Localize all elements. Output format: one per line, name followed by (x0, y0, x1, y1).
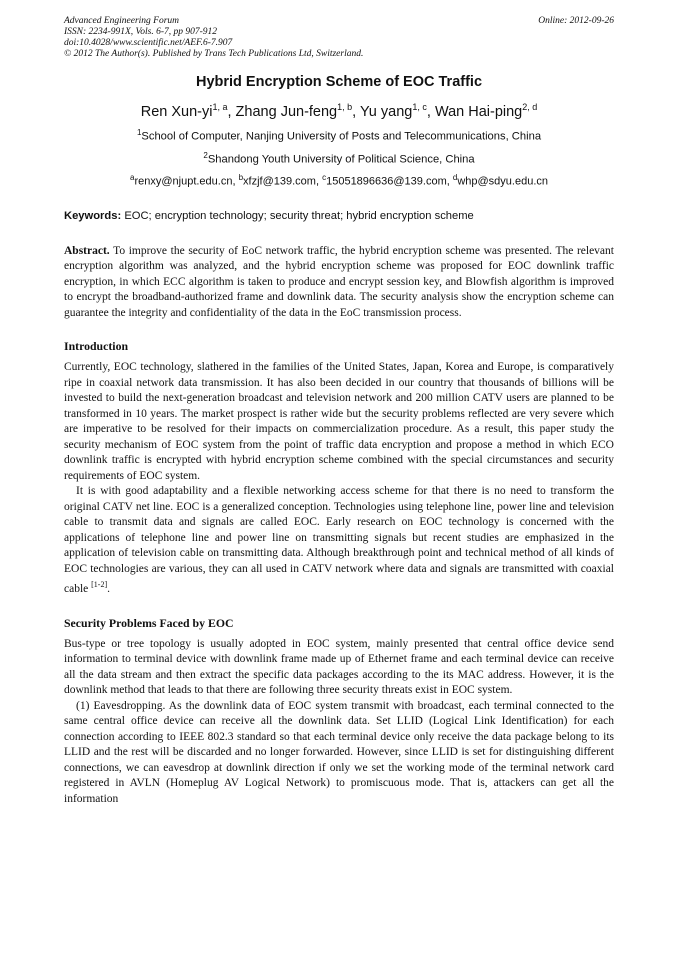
copyright-line: © 2012 The Author(s). Published by Trans Tech Publications Ltd, Switzerland. (64, 49, 364, 59)
section-heading-introduction: Introduction (64, 339, 129, 354)
keywords (64, 210, 614, 222)
intro-paragraph-1: Currently, EOC technology, slathered in the families of the United States, Japan, Korea and Europe, is comparatively ripe in coaxial network data transmission. It has also been decided in our country that thousands of billions will be invested to build the next-generation broadcast and television network and 200 million CATV users are planned to be transformed in 10 years. The market prospect is rather wide but the security problems reflected are very severe which are imperative to be resolved for their impacts on commercialization procedure. As a result, this paper study the security mechanism of EOC system from the point of traffic data encryption and propose a method in which ECO downlink traffic is encrypted with hybrid encryption scheme combined with the special circumstances and security requirements of EOC system. (64, 361, 614, 482)
doi-line: doi:10.4028/www.scientific.net/AEF.6-7.907 (64, 38, 233, 48)
abstract-paragraph (64, 244, 614, 322)
author-name: Zhang Jun-feng (235, 103, 338, 120)
email-sup: c (322, 173, 327, 183)
email: renxy@njupt.edu.cn (134, 175, 233, 188)
author-list: Ren Xun-yi$^{1, a}$, Zhang Jun-feng$^{1, b}$, Yu yang$^{1, c}$, Wan Hai-ping$^{2, d}$ (140, 102, 538, 120)
security-paragraph-2: (1) Eavesdropping. As the downlink data of EOC system transmit with broadcast, each terminal connected to the same central office device can receive all the downlink data. Set LLID (Logical Link Identification) for each connection according to IEEE 802.3 standard so that each terminal device only receive the data package belong to its LLID and the rest will be discarded and no longer forwarded. However, since LLID is set for distinguishing different connections, we can eavesdrop at downlink direction if only we set the working mode of the terminal network card registered in AVLN (Homeplug AV Logical Network) to promiscuous mode. That is, attackers can get all the information (64, 699, 614, 805)
intro-paragraph-2-text: It is with good adaptability and a flexible networking access scheme for that there is no need to transform the original CATV net line. EOC is a generalized conception. Technologies using telephone line, power line and television cable to transmit data and signals are called EOC. Early research on EOC technology is concerned with the applications of telephone line and power line on transmitting signals but recent studies are emphasized in the application of television cable on transmitting data. Although breakthrough point and technical method of all kinds of EOC technologies are various, they can all used in CATV network where data and signals are transmitted with coaxial cable (64, 485, 614, 596)
affiliation-sup: 1 (136, 127, 142, 137)
citation: [1-2] (91, 580, 108, 590)
issn-line: ISSN: 2234-991X, Vols. 6-7, pp 907-912 (64, 27, 218, 37)
journal-name: Advanced Engineering Forum (64, 16, 180, 26)
abstract-text: To improve the security of EoC network traffic, the hybrid encryption scheme was presented. The relevant encryption algorithm was analyzed, and the hybrid encryption scheme was proposed for EOC downlink traffic encryption, in which ECC algorithm is taken to produce and encrypt session key, and Blowfish algorithm is improved to encrypt the broadband-authorized frame and downlink data. The security analysis show the encryption scheme can guarantee the integrity and confidentiality of the data in the EoC transmission process. (64, 244, 614, 319)
email-sup: b (238, 173, 244, 183)
email-sup: a (130, 173, 135, 183)
affiliation-sup: 2 (203, 150, 208, 160)
author-sup: 1, a (212, 102, 228, 112)
email-sup: d (452, 173, 458, 183)
affiliation-1 (64, 128, 614, 143)
paper-title: Hybrid Encryption Scheme of EOC Traffic (195, 74, 483, 90)
intro-paragraph-2 (64, 484, 614, 597)
email-list: $^a$renxy@njupt.edu.cn, $^b$xfzjf@139.com, $^c$15051896636@139.com, $^d$whp@sdyu.edu.cn (130, 173, 548, 188)
security-paragraph-1: Bus-type or tree topology is usually adopted in EOC system, mainly presented that central office device send information to terminal device with downlink frame made up of Ethernet frame and each terminal device can receive all the data stream and then extract the specific data packages according to the its MAC address. However, it is the downlink method that leads to that there are following three security threats exist in EOC system. (64, 637, 614, 697)
online-date: Online: 2012-09-26 (538, 16, 614, 26)
author-name: Ren Xun-yi (140, 103, 213, 120)
keywords-text: EOC; encryption technology; security threat; hybrid encryption scheme (124, 209, 474, 222)
author-sup: 2, d (522, 102, 538, 112)
affiliation-text: School of Computer, Nanjing University of Posts and Telecommunications, China (141, 130, 542, 143)
keywords-label: Keywords: (64, 209, 122, 222)
email: whp@sdyu.edu.cn (457, 175, 548, 188)
email: xfzjf@139.com (243, 175, 316, 188)
affiliation-2 (64, 151, 614, 166)
author-name: Wan Hai-ping (434, 103, 523, 120)
running-header (64, 16, 614, 27)
section-heading-security: Security Problems Faced by EOC (64, 615, 234, 630)
author-name: Yu yang (359, 103, 413, 120)
author-sup: 1, b (337, 102, 353, 112)
intro-paragraph-2-end: . (107, 583, 111, 596)
email: 15051896636@139.com (326, 175, 447, 188)
affiliation-text: Shandong Youth University of Political Science, China (207, 153, 475, 166)
abstract (64, 244, 614, 322)
abstract-label: Abstract. (64, 244, 110, 257)
author-sup: 1, c (412, 102, 427, 112)
